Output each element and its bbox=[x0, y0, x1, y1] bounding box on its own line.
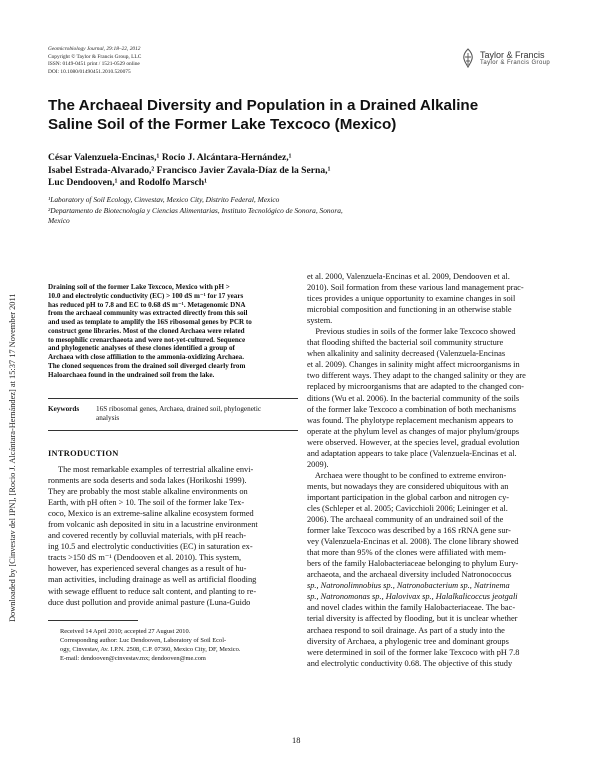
text-line: et al. 2000, Valenzuela-Encinas et al. 2009, Dendooven et al. bbox=[307, 272, 510, 281]
text-line: when alkalinity and salinity decreased (Valenzuela-Encinas bbox=[307, 349, 506, 359]
text-line: The most remarkable examples of terrestrial alkaline envi- bbox=[58, 465, 254, 474]
text-line: ments, but nowadays they are considered ubiquitous with an bbox=[307, 481, 509, 491]
keywords-line-1: 16S ribosomal genes, Archaea, drained soil, phylogenetic bbox=[96, 405, 262, 413]
abstract-line: has reduced pH to 7.8 and EC to 0.68 dS m⁻¹. Metagenomic DNA bbox=[48, 300, 246, 309]
text-line: et al. 2009). Changes in salinity might affect microorganisms in bbox=[307, 360, 520, 370]
footnote-divider bbox=[48, 620, 138, 621]
publisher-logo bbox=[460, 48, 550, 68]
text-line: of the former lake Texcoco a combination of both mechanisms bbox=[307, 404, 516, 414]
abstract-line: 10.0 and electrolytic conductivity (EC) > 100 dS m⁻¹ for 17 years bbox=[48, 291, 244, 300]
authors-line-3: Luc Dendooven,¹ and Rodolfo Marsch¹ bbox=[48, 177, 207, 189]
journal-name-line: Geomicrobiology Journal, 29:18–22, 2012 bbox=[48, 46, 141, 52]
article-title bbox=[48, 96, 568, 134]
affiliations bbox=[48, 195, 448, 227]
text-line: archaeota, and the archaeal diversity included Natronococcus bbox=[307, 570, 512, 580]
copyright-line: Copyright © Taylor & Francis Group, LLC bbox=[48, 53, 142, 60]
left-column-text bbox=[48, 464, 300, 608]
text-line: with sewage effluent to reduce salt content, and planting to re- bbox=[48, 586, 257, 596]
text-line: ditions (Wu et al. 2006). In the bacterial community of the soils bbox=[307, 393, 520, 403]
text-line: duce dust pollution and provide animal pasture (Luna-Guido bbox=[48, 597, 251, 607]
doi-line[interactable]: DOI: 10.1080/01490451.2010.520075 bbox=[48, 68, 131, 75]
title-line-1: The Archaeal Diversity and Population in a Drained Alkaline bbox=[48, 97, 479, 114]
text-line: and covered recently by colluvial materials, with pH reach- bbox=[48, 531, 247, 541]
text-line: bers of the family Halobacteriaceae belonging to phylum Eury- bbox=[307, 559, 519, 569]
affiliation-2-cont: Mexico bbox=[48, 216, 70, 226]
text-line: 2006). The archaeal community of an undrained soil of the bbox=[307, 515, 504, 525]
text-line: and adaptation appears to take place (Valenzuela-Encinas et al. bbox=[307, 448, 517, 458]
section-heading-introduction: INTRODUCTION bbox=[48, 449, 119, 458]
keywords-label: Keywords bbox=[48, 405, 80, 413]
text-line: former lake Texcoco was described by a 16S rRNA gene sur- bbox=[307, 526, 511, 536]
text-line: They are probably the most stable alkaline environments on bbox=[48, 487, 248, 497]
text-line: cles (Schleper et al. 2005; Cavicchioli 2006; Leininger et al. bbox=[307, 503, 508, 513]
text-line: important participation in the global carbon and nitrogen cy- bbox=[307, 492, 510, 502]
text-line: ronments are soda deserts and soda lakes (Horikoshi 1999). bbox=[48, 476, 247, 486]
abstract-line: The cloned sequences from the drained soil diverged clearly from bbox=[48, 361, 246, 370]
text-line: 2010). Soil formation from these various land management prac- bbox=[307, 283, 524, 293]
abstract-line: Haloarchaea found in the undrained soil from the lake. bbox=[48, 370, 215, 379]
issn-line: ISSN: 0149-0451 print / 1521-0529 online bbox=[48, 61, 140, 68]
abstract-line: construct gene libraries. Most of the cloned Archaea were related bbox=[48, 326, 245, 335]
text-line: replaced by microorganisms that are adapted to the changed con- bbox=[307, 382, 524, 392]
download-notice-text: Downloaded by [Cinvestav del IPN], [Rocio J. Alcántara-Hernández] at 15:37 17 November 2011 bbox=[8, 293, 17, 622]
text-line: operate at the phylum level as changes of major phylum/groups bbox=[307, 426, 520, 436]
text-line: archaea respond to soil drainage. As part of a study into the bbox=[307, 625, 505, 635]
text-line: sp., Natronomonas sp., Halovivax sp., Halalkalicoccus jeotgali bbox=[307, 592, 518, 602]
affiliation-2: ²Departamento de Biotecnología y Ciencias Alimentarias, Instituto Tecnológico de Sonora, Sonora, bbox=[48, 205, 343, 215]
text-line: terial diversity is affected by flooding, but it is unclear whether bbox=[307, 614, 518, 624]
page-number: 18 bbox=[292, 736, 301, 745]
text-line: microbial composition and functioning in an otherwise stable bbox=[307, 305, 512, 315]
publisher-name: Taylor & Francis bbox=[480, 50, 545, 60]
publisher-logo-icon bbox=[460, 48, 476, 68]
corresponding-author: Corresponding author: Luc Dendooven, Laboratory of Soil Ecol- bbox=[60, 636, 227, 644]
text-line: 2009). bbox=[307, 459, 329, 469]
authors-line-1: César Valenzuela-Encinas,¹ Rocio J. Alcántara-Hernández,¹ bbox=[48, 152, 292, 163]
text-line: and electrolytic conductivity 0.68. The objective of this study bbox=[307, 658, 513, 668]
text-line: however, has experienced several changes as a result of hu- bbox=[48, 564, 247, 574]
title-line-2: Saline Soil of the Former Lake Texcoco (Mexico) bbox=[48, 116, 397, 133]
authors-line-2: Isabel Estrada-Alvarado,² Francisco Javier Zavala-Díaz de la Serna,¹ bbox=[48, 164, 331, 176]
text-line: sp., Natronolimnobius sp., Natronobacterium sp., Natrinema bbox=[307, 581, 510, 591]
received-date: Received 14 April 2010; accepted 27 August 2010. bbox=[60, 628, 191, 635]
email-line[interactable]: E-mail: dendooven@cinvestav.mx; dendooven@me.com bbox=[60, 654, 206, 662]
abstract-line: and used as template to amplify the 16S ribosomal genes by PCR to bbox=[48, 318, 252, 326]
abstract-line: Draining soil of the former Lake Texcoco, Mexico with pH > bbox=[48, 283, 230, 291]
journal-citation bbox=[48, 46, 141, 76]
keywords-text bbox=[96, 405, 261, 423]
text-line: were determined in soil of the former lake Texcoco with pH 7.8 bbox=[307, 647, 520, 657]
text-line: Previous studies in soils of the former lake Texcoco showed bbox=[307, 327, 516, 337]
text-line: Earth, with pH often > 10. The soil of the former lake Tex- bbox=[48, 498, 245, 508]
text-line: and novel clades within the family Halobacteriaceae. The bac- bbox=[307, 603, 516, 613]
text-line: vey (Valenzuela-Encinas et al. 2008). The clone library showed bbox=[307, 537, 519, 547]
text-line: was found. The phylotype replacement mechanism appears to bbox=[307, 415, 514, 425]
download-notice bbox=[0, 0, 17, 776]
text-line: system. bbox=[307, 316, 333, 326]
text-line: ing 10.5 and electrolytic conductivities (EC) in saturation ex- bbox=[48, 542, 253, 552]
abstract-divider bbox=[48, 398, 298, 399]
text-line: coco, Mexico is an extreme-saline alkaline ecosystem formed bbox=[48, 509, 254, 519]
text-line: two different ways. They adapt to the changed salinity or they are bbox=[307, 371, 526, 381]
text-line: man activities, including drainage as well as artificial flooding bbox=[48, 575, 257, 585]
right-column-text bbox=[307, 271, 559, 669]
affiliation-1: ¹Laboratory of Soil Ecology, Cinvestav, Mexico City, Distrito Federal, Mexico bbox=[48, 195, 280, 204]
text-line: tices provides a unique opportunity to examine changes in soil bbox=[307, 294, 516, 304]
abstract-line: and phylogenetic analyses of these clones identified a group of bbox=[48, 344, 235, 353]
footnote bbox=[60, 628, 240, 664]
abstract-line: Archaea with close affiliation to the ammonia-oxidizing Archaea. bbox=[48, 353, 244, 361]
text-line: tracts >150 dS m⁻¹ (Dendooven et al. 2010). This system, bbox=[48, 553, 242, 563]
text-line: Archaea were thought to be confined to extreme environ- bbox=[307, 470, 507, 480]
text-line: from volcanic ash deposited in situ in a lacustrine environment bbox=[48, 520, 258, 530]
abstract-line: to mesophilic crenarchaeota and were not-yet-cultured. Sequence bbox=[48, 335, 246, 344]
author-list bbox=[48, 152, 330, 190]
corresponding-address: ogy, Cinvestav, Av. I.P.N. 2508, C.P. 07360, Mexico City, DF, Mexico. bbox=[60, 645, 241, 653]
keywords-line-2: analysis bbox=[96, 414, 120, 422]
abstract-line: from the archaeal community was extracted directly from this soil bbox=[48, 309, 248, 318]
text-line: were observed. However, at the species level, gradual evolution bbox=[307, 437, 520, 447]
abstract bbox=[48, 283, 298, 379]
text-line: that more than 95% of the clones were affiliated with mem- bbox=[307, 548, 507, 558]
publisher-group: Taylor & Francis Group bbox=[480, 60, 551, 66]
keywords-divider bbox=[48, 430, 298, 431]
text-line: that flooding shifted the bacterial soil community structure bbox=[307, 338, 504, 348]
text-line: diversity of Archaea, a phylogenic tree and dominant groups bbox=[307, 636, 509, 646]
